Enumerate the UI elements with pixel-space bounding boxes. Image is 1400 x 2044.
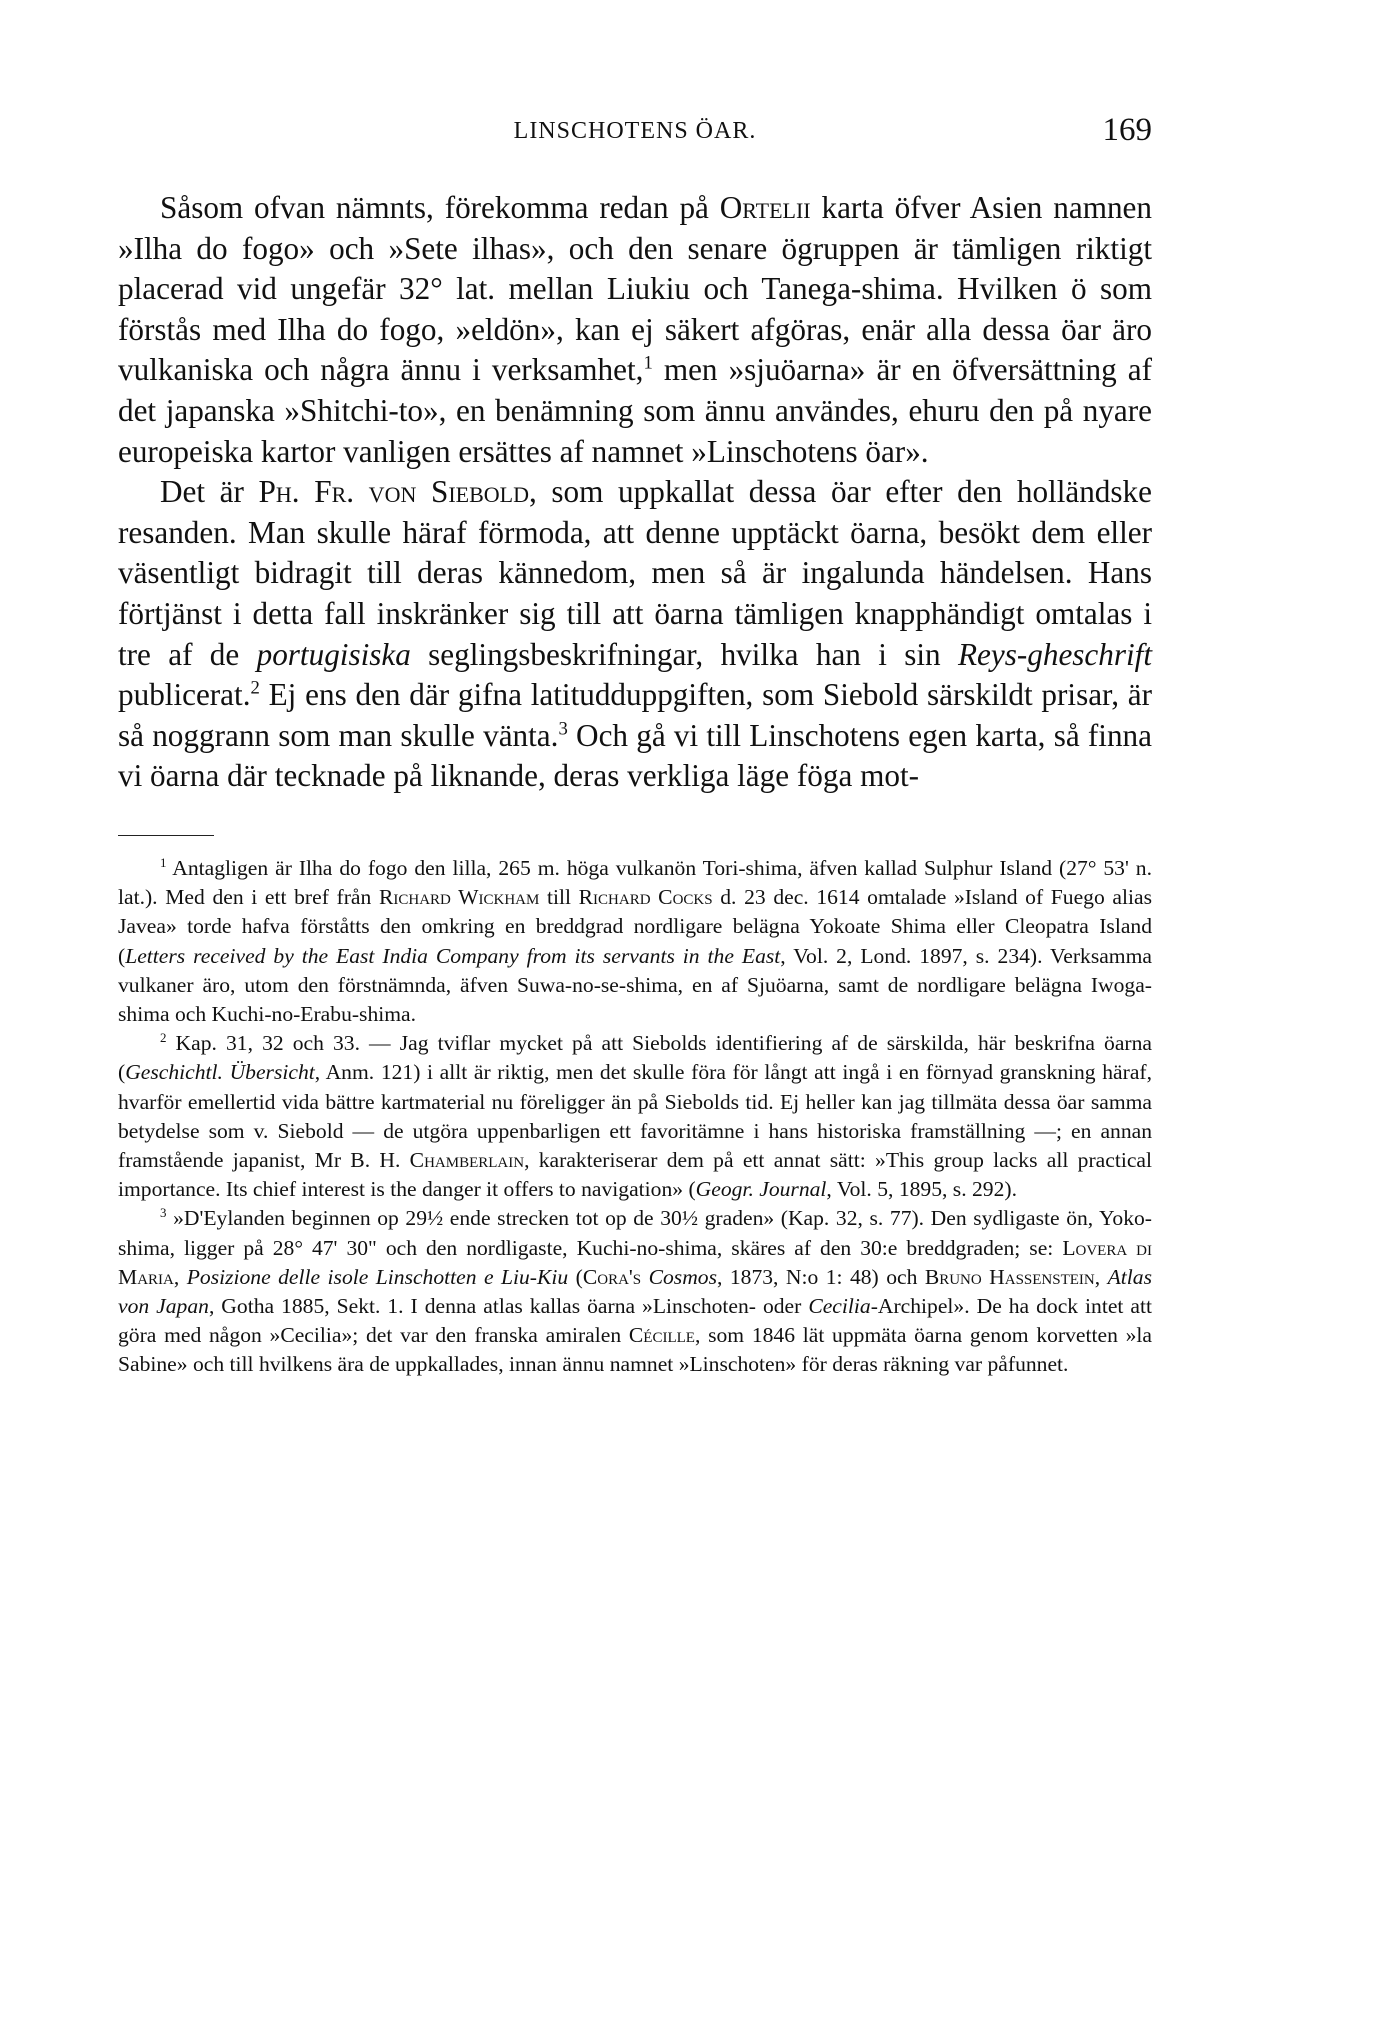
- paragraph-1: [118, 188, 1152, 472]
- text-run: , 1873, N:o 1: 48) och: [717, 1264, 925, 1289]
- book-title: Posizione delle isole Linschotten e Liu-Kiu: [186, 1264, 569, 1289]
- italic-term: Cecilia: [808, 1293, 871, 1318]
- text-run: Antagligen är Ilha do fogo den lilla, 265 m. höga vulkanön Tori-shima, äfven kallad Sulphur Island (27° 53' n. lat.). Med den i ett bref från: [118, 855, 1152, 910]
- person-name: Richard Wickham: [378, 885, 540, 910]
- text-run: , Vol. 2, Lond. 1897, s. 234). Verksamma vulkaner äro, utom den förstnämnda, äfven Suwa-no-se-shima, en af Sjuöarna, samt de nordligare belägna Iwoga-shima och Kuchi-no-Erabu-shima.: [118, 943, 1152, 1026]
- text-run: men »sjuöarna» är en öfversättning af det japanska »Shitchi-to», en benämning som ännu användes, ehuru den på nyare europeiska kartor vanligen ersättes af namnet »Linschotens öar».: [118, 352, 1152, 469]
- footnote-mark: 1: [160, 854, 167, 870]
- author-name-siebold: Ph. Fr. von Siebold: [258, 474, 529, 510]
- person-name: Chamberlain: [409, 1147, 525, 1172]
- text-run: ,: [173, 1264, 187, 1289]
- text-run: Såsom ofvan nämnts, förekomma redan på: [160, 190, 720, 225]
- text-run: , karakteriserar dem på ett annat sätt: »This group lacks all practical importance. Its chief interest is the danger it offers to navigation» (: [118, 1147, 1152, 1202]
- book-title: Reys-gheschrift: [958, 636, 1152, 672]
- text-run: , som uppkallat dessa öar efter den holländske resanden. Man skulle häraf förmoda, att denne upptäckt öarna, besökt dem eller väsentligt bidragit till deras kännedom, men så är ingalunda händelsen. Hans förtjänst i detta fall inskränker sig till att öarna tämligen knapphändigt omtalas i tre af de: [118, 474, 1152, 672]
- author-name-ortelius: Ortelii: [719, 190, 811, 225]
- person-name: Cécille: [628, 1323, 695, 1348]
- text-run: Ej ens den där gifna latitudduppgiften, som Siebold särskildt prisar, är så noggrann som man skulle vänta.: [118, 677, 1152, 753]
- text-run: [641, 1265, 648, 1289]
- footnote-3: [118, 1204, 1152, 1379]
- text-run: Och gå vi till Linschotens egen karta, så finna vi öarna där tecknade på liknande, deras verkliga läge föga mot-: [118, 717, 1152, 794]
- text-run: publicerat.: [118, 677, 251, 713]
- footnote-ref-3[interactable]: 3: [558, 718, 568, 740]
- text-run: -Archipel». De ha dock intet att göra med någon »Cecilia»; det var den franska amiralen: [118, 1293, 1152, 1348]
- person-name: Bruno Hassenstein: [924, 1264, 1095, 1289]
- italic-term: portugisiska: [256, 636, 411, 672]
- text-run: , Gotha 1885, Sekt. 1. I denna atlas kallas öarna »Linschoten- oder: [208, 1293, 809, 1318]
- running-header: [118, 112, 1152, 162]
- footnote-1: [118, 854, 1152, 1029]
- paragraph-2: [118, 472, 1152, 797]
- text-run: Det är: [160, 474, 259, 510]
- text-run: Kap. 31, 32 och 33. — Jag tviflar mycket på att Siebolds identifiering af de särskilda, här beskrifna öarna (: [118, 1031, 1152, 1085]
- text-run: karta öfver Asien namnen »Ilha do fogo» och »Sete ilhas», och den senare ögruppen är tämligen riktigt placerad vid ungefär 32° lat. mellan Liukiu och Tanega-shima. Hvilken ö som förstås med Ilha do fogo, »eldön», kan ej säkert afgöras, enär alla dessa öar äro vulkaniska och några ännu i verksamhet,: [118, 190, 1152, 388]
- running-title: LINSCHOTENS ÖAR.: [513, 118, 757, 144]
- book-page: [118, 112, 1152, 1380]
- person-name: Richard Cocks: [578, 885, 713, 910]
- page-number: 169: [1102, 112, 1152, 148]
- footnote-ref-1[interactable]: 1: [643, 352, 653, 374]
- person-name: Lovera di Maria: [118, 1235, 1152, 1289]
- person-name: Cora's: [582, 1264, 642, 1289]
- book-title: Letters received by the East India Company from its servants in the East: [125, 943, 781, 968]
- footnote-divider: [118, 835, 214, 836]
- journal-title: Geogr. Journal: [695, 1177, 827, 1202]
- text-run: d. 23 dec. 1614 omtalade »Island of Fuego alias Javea» torde hafva förståtts den omkring en breddgrad nordligare belägna Yokoate Shima eller Cleopatra Island (: [118, 885, 1152, 968]
- book-title: Geschichtl. Übersicht: [125, 1060, 315, 1085]
- footnote-2: [118, 1029, 1152, 1204]
- text-run: (: [568, 1264, 583, 1289]
- text-run: »D'Eylanden beginnen op 29½ ende strecken tot op de 30½ graden» (Kap. 32, s. 77). Den sydligaste ön, Yoko-shima, ligger på 28° 47' 30" och den nordligaste, Kuchi-no-shima, skäres af den 30:e breddgraden; se:: [118, 1206, 1152, 1260]
- footnote-ref-2[interactable]: 2: [250, 677, 260, 699]
- footnote-mark: 3: [160, 1205, 167, 1221]
- body-text: [118, 188, 1152, 797]
- book-title: Atlas von Japan: [118, 1264, 1152, 1318]
- footnotes: [118, 854, 1152, 1380]
- text-run: seglingsbeskrifningar, hvilka han i sin: [410, 636, 958, 672]
- text-run: , som 1846 lät uppmäta öarna genom korvetten »la Sabine» och till hvilkens ära de uppkallades, innan ännu namnet »Linschoten» för deras räkning var påfunnet.: [118, 1323, 1152, 1377]
- text-run: ,: [1094, 1264, 1108, 1289]
- text-run: , Anm. 121) i allt är riktig, men det skulle föra för långt att ingå i en förnyad granskning häraf, hvarför emellertid vida bättre kartmaterial nu föreligger än på Siebolds tid. Ej heller kan jag tillmäta dessa öar samma betydelse som v. Siebold — de utgöra uppenbarligen ett favoritämne i hans historiska framställning —; en annan framstående japanist, Mr B. H.: [118, 1060, 1152, 1172]
- text-run: , Vol. 5, 1895, s. 292).: [826, 1177, 1017, 1202]
- footnote-mark: 2: [160, 1029, 167, 1045]
- text-run: till: [539, 885, 579, 910]
- journal-title: Cosmos: [648, 1264, 718, 1289]
